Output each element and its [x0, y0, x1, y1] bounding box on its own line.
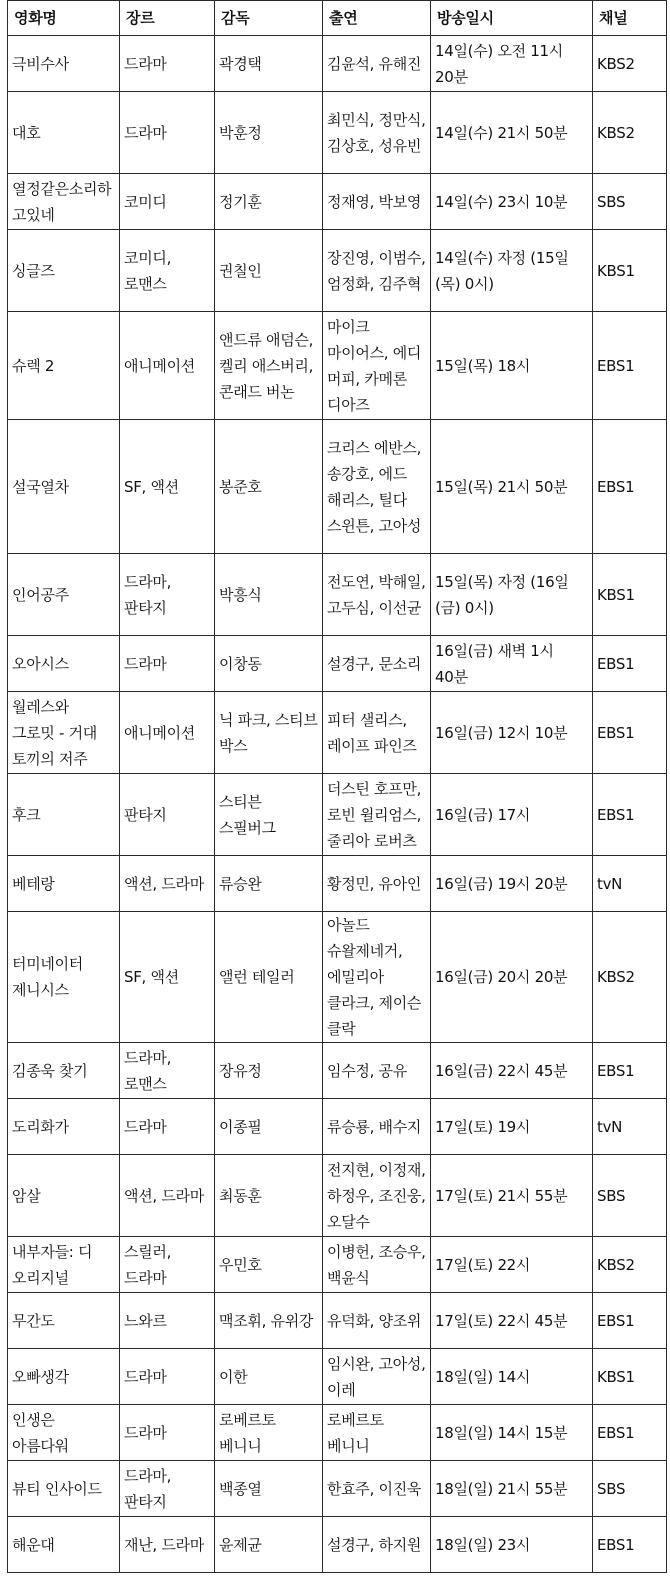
cell-channel: KBS1	[593, 554, 667, 636]
cell-channel: EBS1	[593, 774, 667, 856]
cell-airtime: 17일(토) 22시 45분	[431, 1293, 593, 1349]
cell-airtime: 14일(수) 23시 10분	[431, 174, 593, 230]
cell-director: 이창동	[215, 636, 323, 692]
cell-cast: 설경구, 하지원	[323, 1517, 431, 1573]
cell-channel: SBS	[593, 1155, 667, 1237]
cell-cast: 황정민, 유아인	[323, 856, 431, 912]
cell-title: 뷰티 인사이드	[8, 1461, 120, 1517]
cell-genre: 드라마	[120, 636, 215, 692]
cell-genre: 느와르	[120, 1293, 215, 1349]
cell-director: 정기훈	[215, 174, 323, 230]
cell-cast: 정재영, 박보영	[323, 174, 431, 230]
cell-channel: KBS2	[593, 36, 667, 92]
cell-cast: 크리스 에반스, 송강호, 에드 해리스, 틸다 스윈튼, 고아성	[323, 420, 431, 554]
cell-director: 봉준호	[215, 420, 323, 554]
cell-channel: EBS1	[593, 312, 667, 420]
cell-director: 류승완	[215, 856, 323, 912]
table-row	[8, 1155, 667, 1237]
cell-channel: KBS1	[593, 1349, 667, 1405]
cell-airtime: 14일(수) 자정 (15일(목) 0시)	[431, 230, 593, 312]
cell-genre: 재난, 드라마	[120, 1517, 215, 1573]
cell-airtime: 18일(일) 14시	[431, 1349, 593, 1405]
movie-schedule-table	[7, 0, 667, 1573]
cell-airtime: 16일(금) 12시 10분	[431, 692, 593, 774]
cell-airtime: 15일(목) 18시	[431, 312, 593, 420]
cell-title: 해운대	[8, 1517, 120, 1573]
cell-channel: EBS1	[593, 636, 667, 692]
cell-cast: 김윤석, 유해진	[323, 36, 431, 92]
cell-airtime: 18일(일) 23시	[431, 1517, 593, 1573]
cell-airtime: 14일(수) 21시 50분	[431, 92, 593, 174]
table-row	[8, 420, 667, 554]
table-row	[8, 174, 667, 230]
header-row	[8, 1, 667, 36]
table-row	[8, 554, 667, 636]
cell-cast: 전도연, 박해일, 고두심, 이선균	[323, 554, 431, 636]
cell-title: 극비수사	[8, 36, 120, 92]
header-director: 감독	[215, 1, 323, 36]
cell-director: 우민호	[215, 1237, 323, 1293]
cell-genre: 액션, 드라마	[120, 856, 215, 912]
cell-cast: 전지현, 이정재, 하정우, 조진웅, 오달수	[323, 1155, 431, 1237]
cell-channel: SBS	[593, 1461, 667, 1517]
cell-airtime: 15일(목) 21시 50분	[431, 420, 593, 554]
cell-director: 박흥식	[215, 554, 323, 636]
cell-channel: KBS2	[593, 1237, 667, 1293]
cell-channel: EBS1	[593, 692, 667, 774]
cell-airtime: 16일(금) 17시	[431, 774, 593, 856]
cell-director: 이종필	[215, 1099, 323, 1155]
cell-genre: SF, 액션	[120, 420, 215, 554]
cell-genre: 드라마, 로맨스	[120, 1043, 215, 1099]
table-row	[8, 1461, 667, 1517]
cell-channel: KBS2	[593, 92, 667, 174]
cell-channel: KBS2	[593, 912, 667, 1043]
cell-director: 권칠인	[215, 230, 323, 312]
cell-genre: 코미디, 로맨스	[120, 230, 215, 312]
table-row	[8, 1293, 667, 1349]
header-genre: 장르	[120, 1, 215, 36]
cell-title: 후크	[8, 774, 120, 856]
cell-cast: 아놀드 슈왈제네거, 에밀리아 클라크, 제이슨 클락	[323, 912, 431, 1043]
header-cast: 출연	[323, 1, 431, 36]
cell-director: 장유정	[215, 1043, 323, 1099]
table-row	[8, 774, 667, 856]
table-row	[8, 92, 667, 174]
cell-director: 곽경택	[215, 36, 323, 92]
cell-airtime: 17일(토) 19시	[431, 1099, 593, 1155]
cell-genre: 드라마, 판타지	[120, 1461, 215, 1517]
cell-airtime: 16일(금) 22시 45분	[431, 1043, 593, 1099]
cell-airtime: 18일(일) 14시 15분	[431, 1405, 593, 1461]
cell-director: 최동훈	[215, 1155, 323, 1237]
cell-cast: 류승룡, 배수지	[323, 1099, 431, 1155]
cell-airtime: 16일(금) 20시 20분	[431, 912, 593, 1043]
cell-title: 무간도	[8, 1293, 120, 1349]
cell-director: 스티븐 스필버그	[215, 774, 323, 856]
cell-cast: 한효주, 이진욱	[323, 1461, 431, 1517]
cell-title: 터미네이터 제니시스	[8, 912, 120, 1043]
cell-cast: 피터 샐리스, 레이프 파인즈	[323, 692, 431, 774]
cell-airtime: 14일(수) 오전 11시 20분	[431, 36, 593, 92]
table-row	[8, 1405, 667, 1461]
cell-cast: 임시완, 고아성, 이레	[323, 1349, 431, 1405]
cell-director: 닉 파크, 스티브 박스	[215, 692, 323, 774]
cell-channel: EBS1	[593, 1405, 667, 1461]
cell-director: 윤제균	[215, 1517, 323, 1573]
cell-title: 대호	[8, 92, 120, 174]
cell-director: 로베르토 베니니	[215, 1405, 323, 1461]
cell-title: 월레스와 그로밋 - 거대 토끼의 저주	[8, 692, 120, 774]
table-row	[8, 856, 667, 912]
table-row	[8, 1237, 667, 1293]
cell-title: 인어공주	[8, 554, 120, 636]
cell-genre: 애니메이션	[120, 312, 215, 420]
cell-genre: 애니메이션	[120, 692, 215, 774]
cell-title: 오아시스	[8, 636, 120, 692]
cell-airtime: 15일(목) 자정 (16일(금) 0시)	[431, 554, 593, 636]
cell-channel: KBS1	[593, 230, 667, 312]
cell-genre: 드라마, 판타지	[120, 554, 215, 636]
table-row	[8, 1349, 667, 1405]
cell-title: 슈렉 2	[8, 312, 120, 420]
table-row	[8, 1043, 667, 1099]
cell-channel: EBS1	[593, 420, 667, 554]
cell-genre: 코미디	[120, 174, 215, 230]
cell-genre: 액션, 드라마	[120, 1155, 215, 1237]
cell-genre: 스릴러, 드라마	[120, 1237, 215, 1293]
cell-cast: 로베르토 베니니	[323, 1405, 431, 1461]
cell-title: 도리화가	[8, 1099, 120, 1155]
cell-director: 백종열	[215, 1461, 323, 1517]
cell-title: 열정같은소리하고있네	[8, 174, 120, 230]
cell-genre: 드라마	[120, 1349, 215, 1405]
table-row	[8, 912, 667, 1043]
cell-cast: 더스틴 호프만, 로빈 윌리엄스, 줄리아 로버츠	[323, 774, 431, 856]
table-row	[8, 1099, 667, 1155]
cell-director: 앨런 테일러	[215, 912, 323, 1043]
cell-title: 설국열차	[8, 420, 120, 554]
cell-airtime: 17일(토) 21시 55분	[431, 1155, 593, 1237]
cell-genre: 드라마	[120, 1405, 215, 1461]
cell-channel: EBS1	[593, 1293, 667, 1349]
cell-title: 싱글즈	[8, 230, 120, 312]
cell-genre: 판타지	[120, 774, 215, 856]
cell-director: 이한	[215, 1349, 323, 1405]
cell-title: 오빠생각	[8, 1349, 120, 1405]
cell-cast: 장진영, 이범수, 엄정화, 김주혁	[323, 230, 431, 312]
cell-genre: 드라마	[120, 36, 215, 92]
cell-channel: tvN	[593, 856, 667, 912]
cell-channel: SBS	[593, 174, 667, 230]
cell-title: 내부자들: 디 오리지널	[8, 1237, 120, 1293]
cell-airtime: 17일(토) 22시	[431, 1237, 593, 1293]
cell-cast: 설경구, 문소리	[323, 636, 431, 692]
cell-title: 인생은 아름다워	[8, 1405, 120, 1461]
cell-channel: tvN	[593, 1099, 667, 1155]
table-row	[8, 1517, 667, 1573]
cell-title: 암살	[8, 1155, 120, 1237]
cell-director: 맥조휘, 유위강	[215, 1293, 323, 1349]
cell-channel: EBS1	[593, 1043, 667, 1099]
cell-channel: EBS1	[593, 1517, 667, 1573]
cell-genre: 드라마	[120, 92, 215, 174]
cell-title: 베테랑	[8, 856, 120, 912]
table-row	[8, 636, 667, 692]
cell-cast: 이병헌, 조승우, 백윤식	[323, 1237, 431, 1293]
cell-director: 앤드류 애덤슨, 켈리 애스버리, 콘래드 버논	[215, 312, 323, 420]
table-row	[8, 230, 667, 312]
table-row	[8, 312, 667, 420]
cell-airtime: 16일(금) 19시 20분	[431, 856, 593, 912]
table-row	[8, 36, 667, 92]
cell-cast: 임수정, 공유	[323, 1043, 431, 1099]
cell-airtime: 16일(금) 새벽 1시 40분	[431, 636, 593, 692]
table-row	[8, 692, 667, 774]
cell-cast: 마이크 마이어스, 에디 머피, 카메론 디아즈	[323, 312, 431, 420]
cell-director: 박훈정	[215, 92, 323, 174]
header-airtime: 방송일시	[431, 1, 593, 36]
header-title: 영화명	[8, 1, 120, 36]
cell-title: 김종욱 찾기	[8, 1043, 120, 1099]
cell-cast: 최민식, 정만식, 김상호, 성유빈	[323, 92, 431, 174]
header-channel: 채널	[593, 1, 667, 36]
cell-airtime: 18일(일) 21시 55분	[431, 1461, 593, 1517]
cell-genre: 드라마	[120, 1099, 215, 1155]
cell-cast: 유덕화, 양조위	[323, 1293, 431, 1349]
cell-genre: SF, 액션	[120, 912, 215, 1043]
